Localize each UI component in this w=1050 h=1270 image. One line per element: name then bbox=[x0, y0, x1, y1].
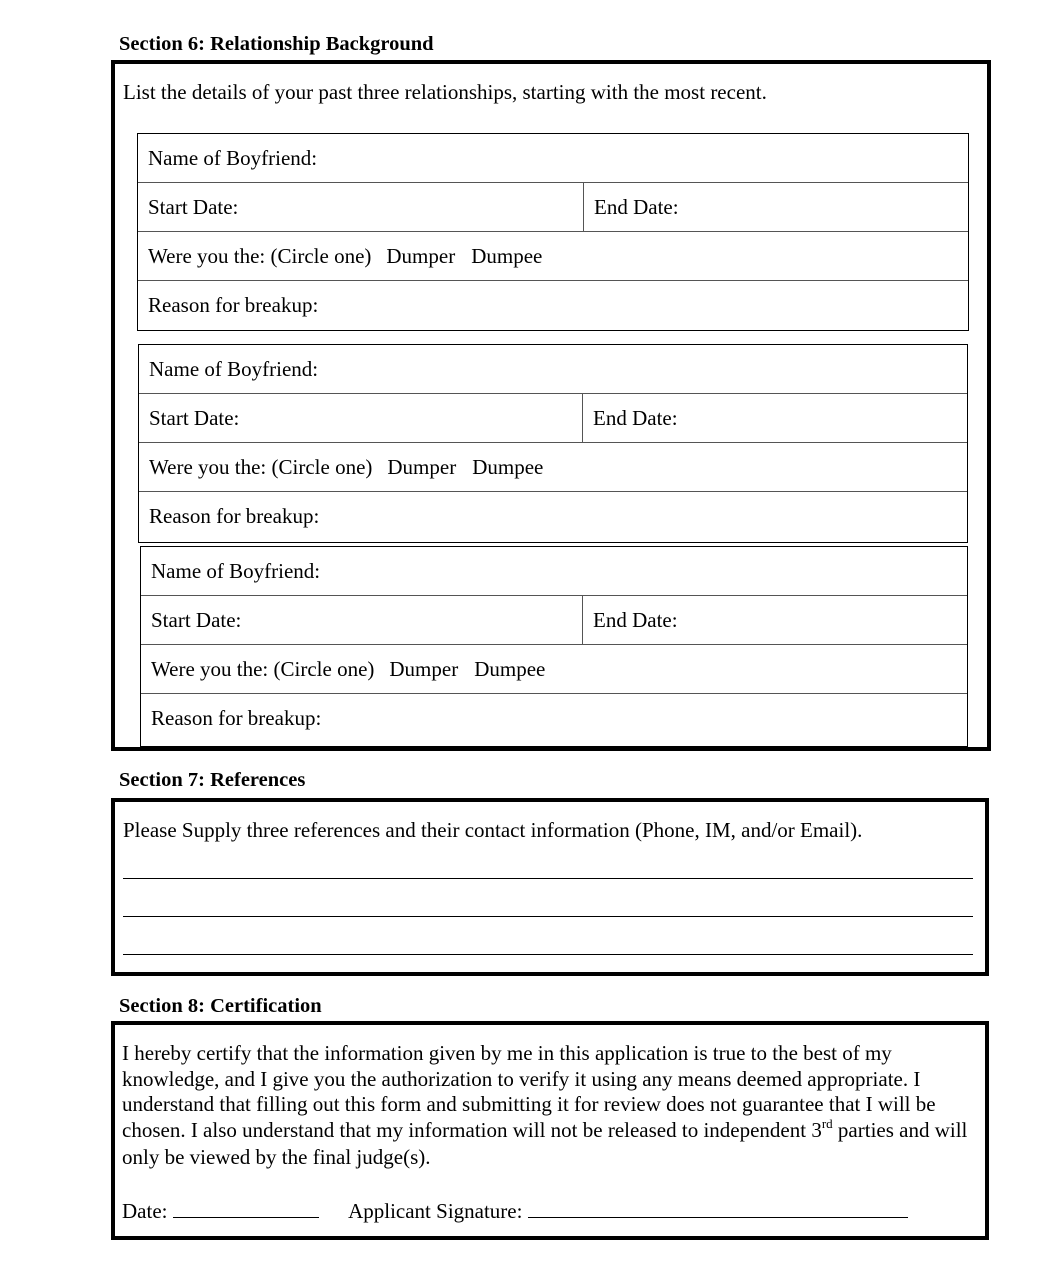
dates-row bbox=[139, 394, 967, 443]
relationship-block-1 bbox=[137, 133, 969, 331]
reason-row bbox=[138, 281, 968, 330]
boyfriend-name-row bbox=[138, 134, 968, 183]
start-date-field[interactable]: Start Date: bbox=[151, 607, 242, 632]
reason-field[interactable]: Reason for breakup: bbox=[151, 706, 322, 730]
dumper-option[interactable]: Dumper bbox=[387, 454, 457, 479]
date-label: Date: bbox=[122, 1199, 168, 1223]
dumper-dumpee-row bbox=[141, 645, 967, 694]
dates-row bbox=[138, 183, 968, 232]
reason-row bbox=[141, 694, 967, 743]
reason-field[interactable]: Reason for breakup: bbox=[148, 293, 319, 317]
superscript-rd: rd bbox=[821, 1115, 833, 1131]
section6-intro: List the details of your past three relationships, starting with the most recent. bbox=[123, 80, 767, 104]
section8-box bbox=[111, 1021, 989, 1240]
relationship-block-2 bbox=[138, 344, 968, 543]
start-date-field[interactable]: Start Date: bbox=[149, 405, 240, 430]
boyfriend-name-field[interactable]: Name of Boyfriend: bbox=[149, 356, 319, 381]
end-date-field[interactable]: End Date: bbox=[593, 607, 678, 632]
reason-row bbox=[139, 492, 967, 541]
boyfriend-name-field[interactable]: Name of Boyfriend: bbox=[148, 145, 318, 170]
applicant-signature-label: Applicant Signature: bbox=[348, 1199, 523, 1223]
dumper-option[interactable]: Dumper bbox=[386, 243, 456, 268]
circle-one-label: Were you the: (Circle one) bbox=[149, 454, 373, 479]
dates-row bbox=[141, 596, 967, 645]
reference-line-2[interactable] bbox=[123, 916, 973, 917]
reference-line-1[interactable] bbox=[123, 878, 973, 879]
reference-line-3[interactable] bbox=[123, 954, 973, 955]
certification-text: I hereby certify that the information given by me in this application is true to the best of my knowledge, and I give you the authorization to verify it using any means deemed appropriate. I understand that filling out this form and submitting it for review does not guarantee that I will be chosen. I also understand that my information will not be released to independent 3rd parties and will only be viewed by the final judge(s). bbox=[122, 1041, 968, 1169]
dumper-dumpee-row bbox=[138, 232, 968, 281]
date-line[interactable] bbox=[173, 1199, 319, 1218]
dumpee-option[interactable]: Dumpee bbox=[472, 454, 544, 479]
dumper-option[interactable]: Dumper bbox=[389, 656, 459, 681]
section8-title: Section 8: Certification bbox=[119, 995, 322, 1017]
reason-field[interactable]: Reason for breakup: bbox=[149, 504, 320, 528]
dumper-dumpee-row bbox=[139, 443, 967, 492]
boyfriend-name-field[interactable]: Name of Boyfriend: bbox=[151, 558, 321, 583]
section6-box bbox=[111, 60, 991, 751]
boyfriend-name-row bbox=[139, 345, 967, 394]
signature-line[interactable] bbox=[528, 1199, 908, 1218]
circle-one-label: Were you the: (Circle one) bbox=[151, 656, 375, 681]
signature-row bbox=[122, 1199, 908, 1224]
section6-title: Section 6: Relationship Background bbox=[119, 33, 434, 55]
section7-intro: Please Supply three references and their contact information (Phone, IM, and/or Email). bbox=[123, 818, 863, 842]
section7-box bbox=[111, 798, 989, 976]
end-date-field[interactable]: End Date: bbox=[594, 194, 679, 219]
end-date-field[interactable]: End Date: bbox=[593, 405, 678, 430]
boyfriend-name-row bbox=[141, 547, 967, 596]
relationship-block-3 bbox=[140, 546, 968, 747]
circle-one-label: Were you the: (Circle one) bbox=[148, 243, 372, 268]
dumpee-option[interactable]: Dumpee bbox=[471, 243, 543, 268]
section7-title: Section 7: References bbox=[119, 769, 306, 791]
start-date-field[interactable]: Start Date: bbox=[148, 194, 239, 219]
dumpee-option[interactable]: Dumpee bbox=[474, 656, 546, 681]
